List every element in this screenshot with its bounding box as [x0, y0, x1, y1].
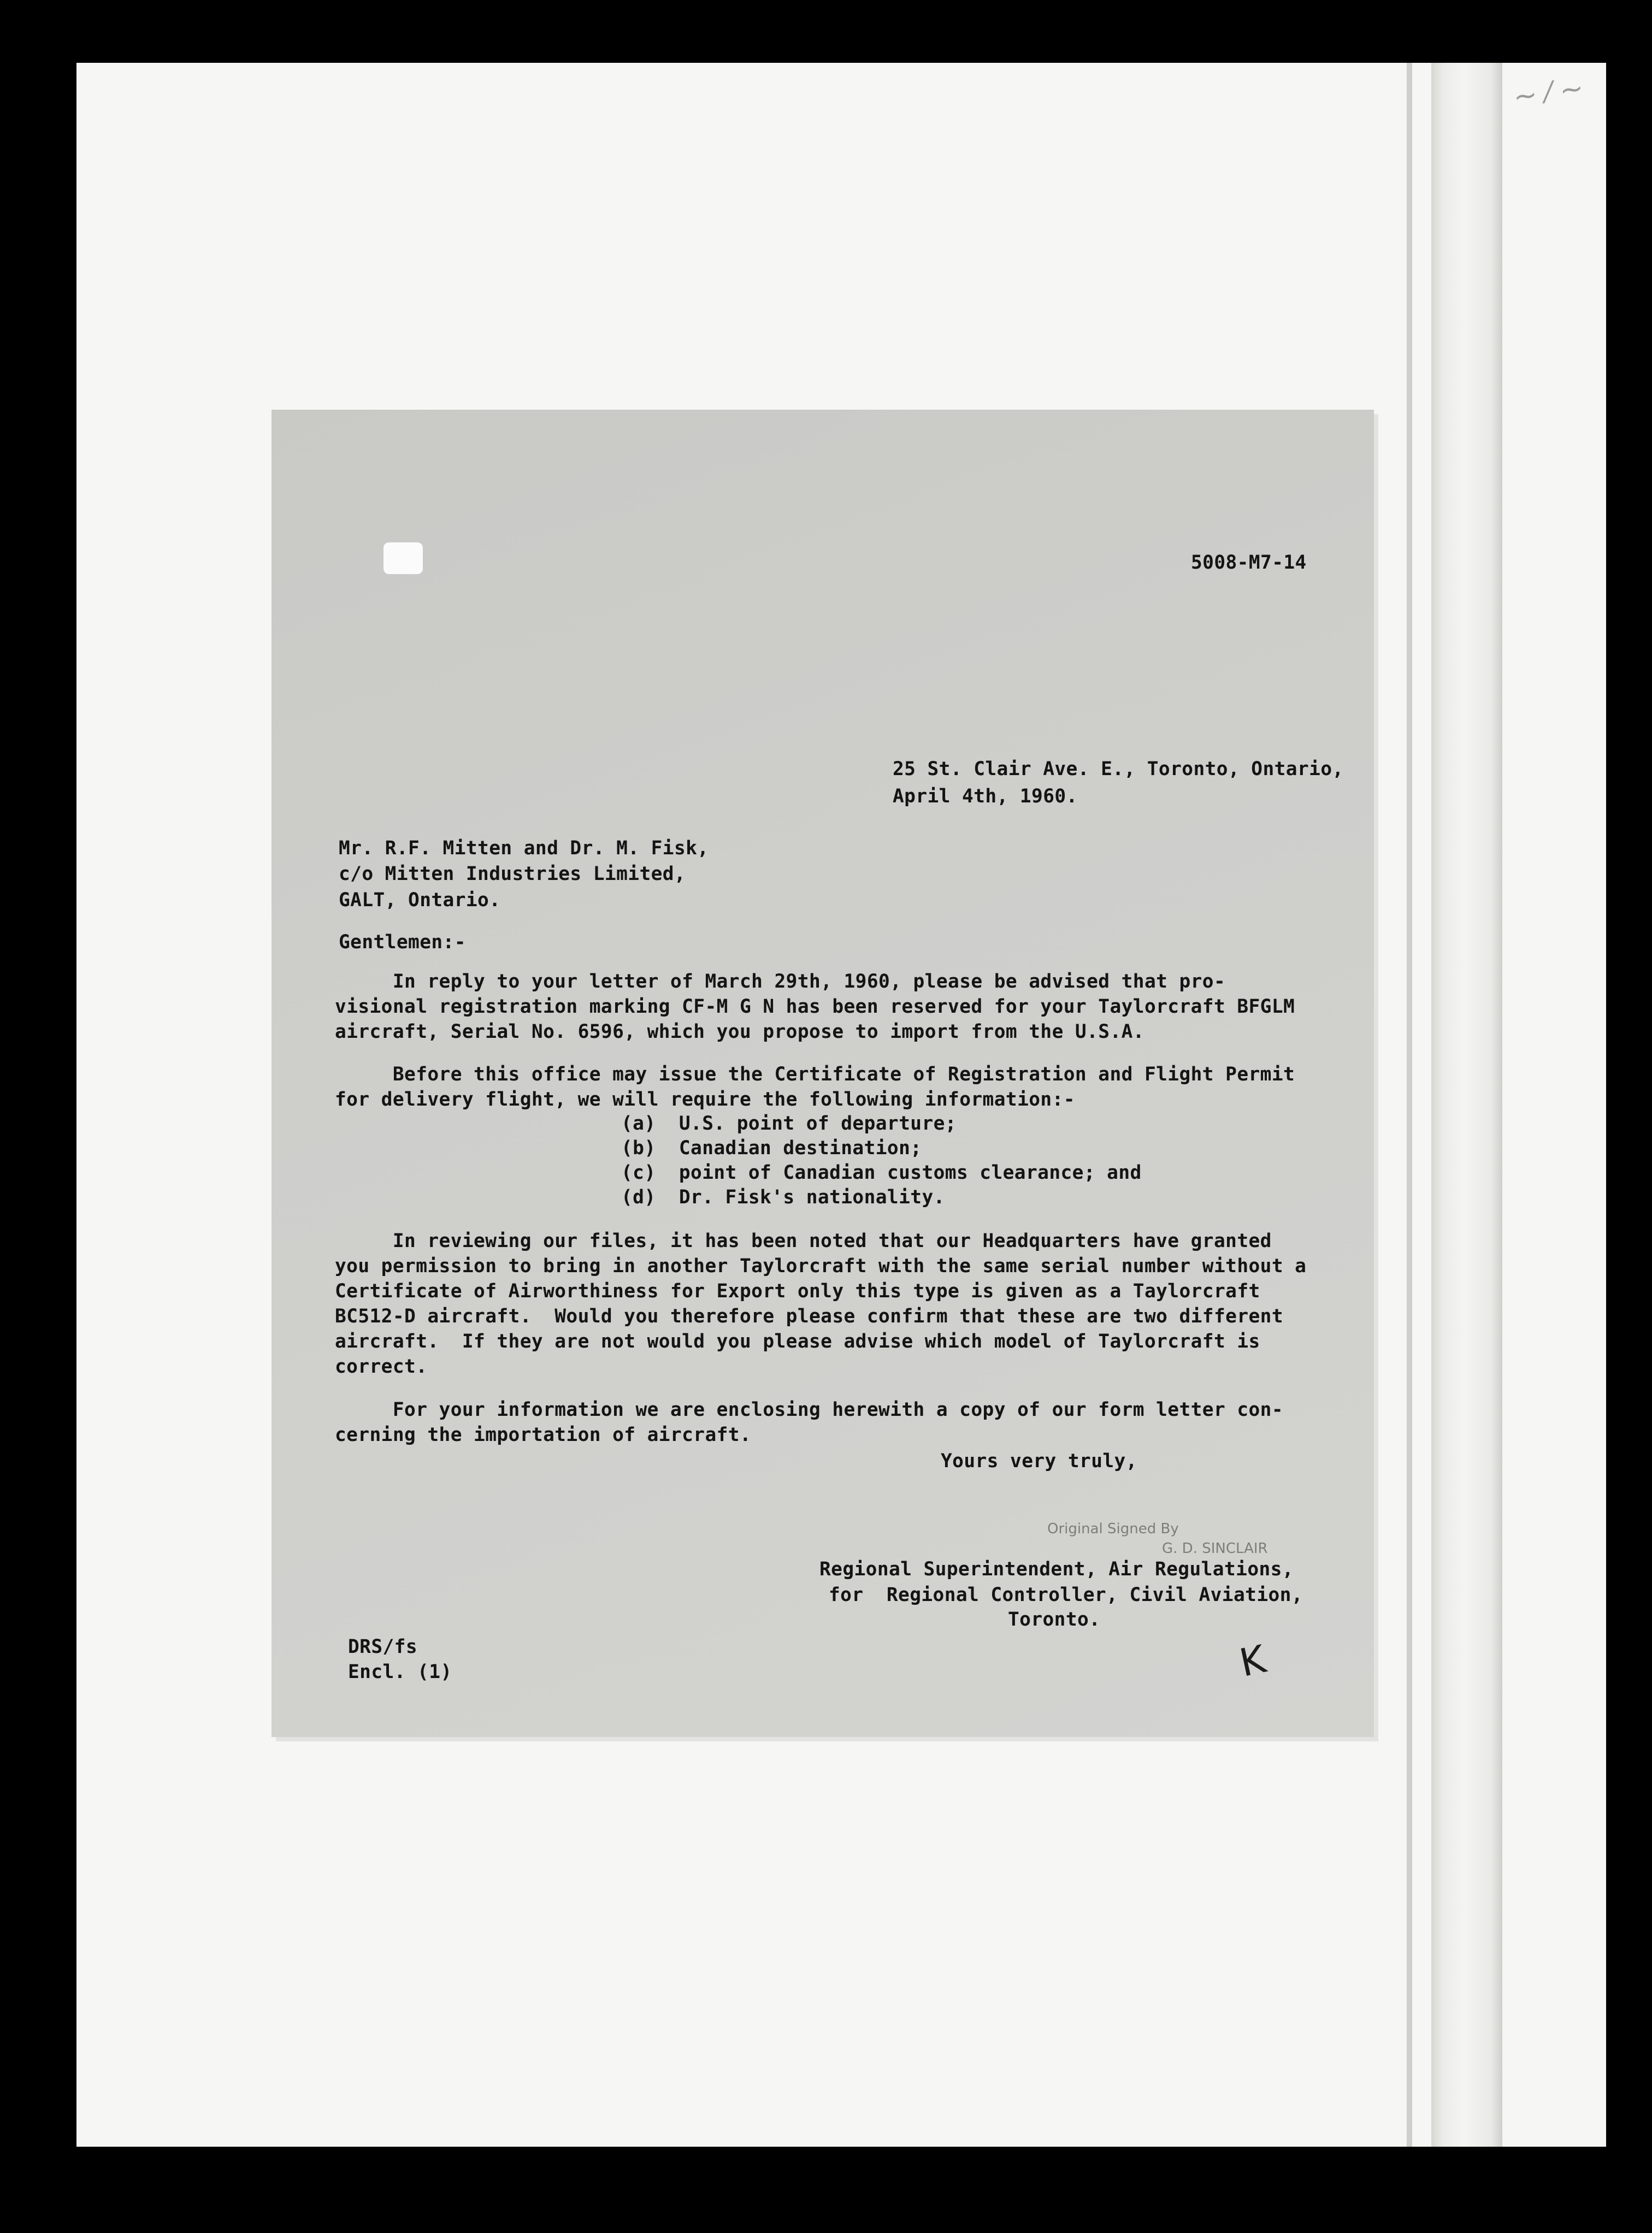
mount-fold-line	[1407, 63, 1412, 2147]
signature-line: for Regional Controller, Civil Aviation,	[829, 1584, 1303, 1606]
paragraph-line: visional registration marking CF-M G N has been reserved for your Taylorcraft BFGLM	[335, 996, 1295, 1018]
sender-address: 25 St. Clair Ave. E., Toronto, Ontario,	[893, 758, 1344, 780]
paragraph-line: for delivery flight, we will require the following information:-	[335, 1089, 1075, 1110]
salutation: Gentlemen:-	[339, 931, 466, 953]
recipient-line: Mr. R.F. Mitten and Dr. M. Fisk,	[339, 837, 709, 859]
signed-name: G. D. SINCLAIR	[1162, 1540, 1268, 1557]
punch-hole	[384, 542, 423, 574]
paragraph-line: For your information we are enclosing herewith a copy of our form letter con-	[335, 1399, 1284, 1421]
requirement-item: (c) point of Canadian customs clearance; and	[621, 1162, 1142, 1184]
paragraph-line: In reply to your letter of March 29th, 1960, please be advised that pro-	[335, 971, 1226, 993]
recipient-line: GALT, Ontario.	[339, 889, 501, 911]
letter-date: April 4th, 1960.	[893, 785, 1078, 807]
requirement-item: (d) Dr. Fisk's nationality.	[621, 1186, 945, 1208]
signed-stamp: Original Signed By	[1047, 1521, 1179, 1537]
closing: Yours very truly,	[941, 1450, 1137, 1472]
enclosure-note: Encl. (1)	[348, 1661, 452, 1683]
requirement-item: (b) Canadian destination;	[621, 1137, 922, 1159]
paragraph-line: aircraft, Serial No. 6596, which you propose to import from the U.S.A.	[335, 1021, 1144, 1043]
typist-initials: DRS/fs	[348, 1636, 418, 1658]
paragraph-line: In reviewing our files, it has been noted that our Headquarters have granted	[335, 1230, 1272, 1252]
signature-line: Regional Superintendent, Air Regulations,	[819, 1558, 1294, 1580]
paragraph-line: BC512-D aircraft. Would you therefore please confirm that these are two different	[335, 1305, 1284, 1327]
mount-binding-strip	[1431, 63, 1502, 2147]
paragraph-line: cerning the importation of aircraft.	[335, 1424, 752, 1446]
requirement-item: (a) U.S. point of departure;	[621, 1113, 957, 1135]
paragraph-line: correct.	[335, 1356, 428, 1378]
file-number: 5008-M7-14	[1191, 552, 1307, 574]
signature-line: Toronto.	[1008, 1609, 1101, 1631]
recipient-line: c/o Mitten Industries Limited,	[339, 863, 686, 885]
paragraph-line: Certificate of Airworthiness for Export only this type is given as a Taylorcraft	[335, 1280, 1260, 1302]
paragraph-line: Before this office may issue the Certificate of Registration and Flight Permit	[335, 1064, 1295, 1085]
handwritten-mark: K	[1235, 1637, 1270, 1686]
margin-scribble: ~ ⁄ ~	[1511, 72, 1586, 114]
paragraph-line: aircraft. If they are not would you please advise which model of Taylorcraft is	[335, 1331, 1260, 1352]
paragraph-line: you permission to bring in another Taylorcraft with the same serial number without a	[335, 1255, 1307, 1277]
letter-sheet	[272, 410, 1374, 1737]
